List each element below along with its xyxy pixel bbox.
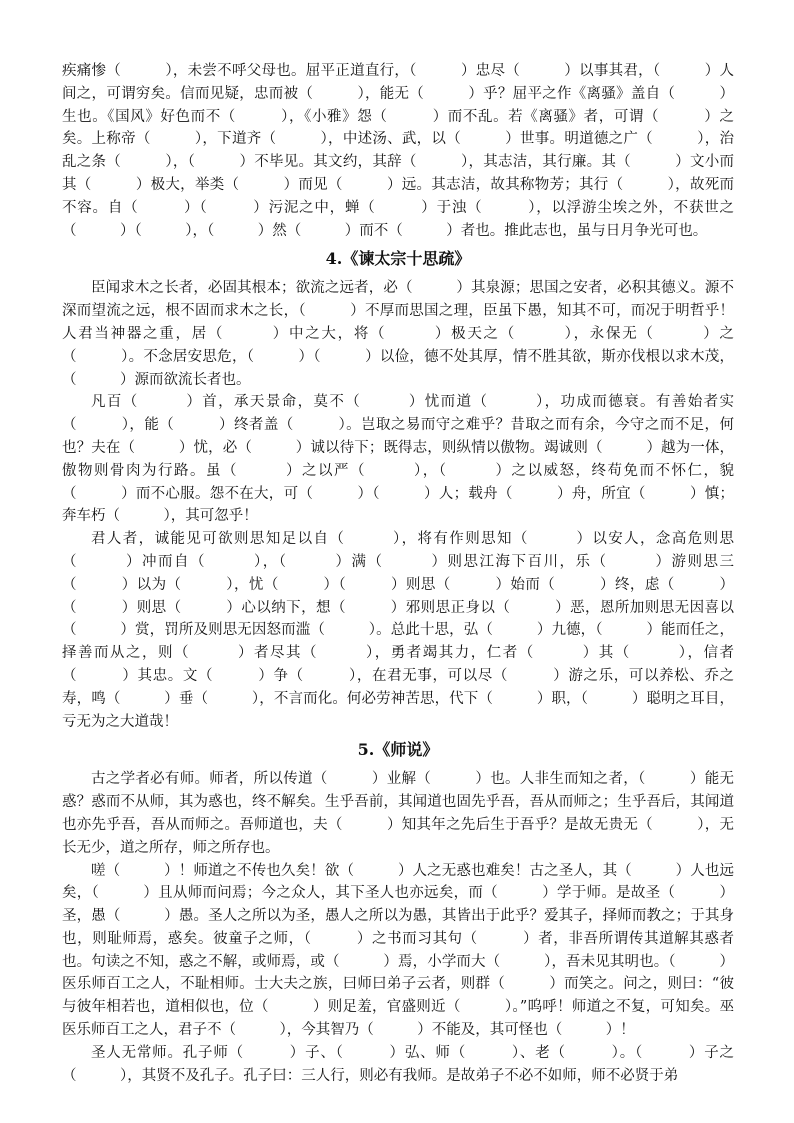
section4-paragraph-2: 凡百（ ）首，承天景命，莫不（ ）忧而道（ ），功成而德衰。有善始者实（ ），能（ ）终者盖（ ）。岂取之易而守之难乎？昔取之而有余，今守之而不足，何也？夫在（ ）忧，必（ ）诚以待下；既得志，则纵情以傲物。竭诚则（ ）越为一体，傲物则骨肉为行路。虽（ ）之以严（ ），（ ）之以威怒，终苟免而不怀仁，貌（ ）而不心服。怨不在大，可（ ）（ ）人；载舟（ ）舟，所宜（ ）慎；奔车朽（ ），其可忽乎！ (62, 394, 734, 525)
document-page (62, 60, 734, 1087)
section4-paragraph-1: 臣闻求木之长者，必固其根本；欲流之远者，必（ ）其泉源；思国之安者，必积其德义。源不深而望流之远，根不固而求木之长，（ ）不厚而思国之理，臣虽下愚，知其不可，而况于明哲乎！人君当神器之重，居（ ）中之大，将（ ）极天之（ ），永保无（ ）之（ ）。不念居安思危，（ ）（ ）以俭，德不处其厚，情不胜其欲，斯亦伐根以求木茂，（ ）源而欲流长者也。 (62, 280, 734, 388)
section5-paragraph-1: 古之学者必有师。师者，所以传道（ ）业解（ ）也。人非生而知之者，（ ）能无惑？惑而不从师，其为惑也，终不解矣。生乎吾前，其闻道也固先乎吾，吾从而师之；生乎吾后，其闻道也亦先乎吾，吾从而师之。吾师道也，夫（ ）知其年之先后生于吾乎？是故无贵无（ ），无长无少，道之所存，师之所存也。 (62, 771, 734, 856)
section5-paragraph-3: 圣人无常师。孔子师（ ）子、（ ）弘、师（ ）、老（ ）。（ ）子之（ ），其贤不及孔子。孔子曰：三人行，则必有我师。是故弟子不必不如师，师不必贤于弟 (62, 1044, 734, 1084)
section1-paragraph: 疾痛惨（ ），未尝不呼父母也。屈平正道直行，（ ）忠尽（ ）以事其君，（ ）人间之，可谓穷矣。信而见疑，忠而被（ ），能无（ ）乎？屈平之作《离骚》盖自（ ）生也。《国风》好色而不（ ），《小雅》怨（ ）而不乱。若《离骚》者，可谓（ ）之矣。上称帝（ ），下道齐（ ），中述汤、武，以（ ）世事。明道德之广（ ），治乱之条（ ），（ ）不毕见。其文约，其辞（ ），其志洁，其行廉。其（ ）文小而其（ ）极大，举类（ ）而见（ ）远。其志洁，故其称物芳；其行（ ），故死而不容。自（ ）（ ）污泥之中，蝉（ ）于浊（ ），以浮游尘埃之外，不获世之（ ）（ ），（ ）然（ ）而不（ ）者也。推此志也，虽与日月争光可也。 (62, 63, 734, 239)
section4-heading: 4.《谏太宗十思疏》 (325, 249, 471, 269)
section5-heading: 5.《师说》 (357, 740, 439, 760)
section5-paragraph-2: 嗟（ ）！师道之不传也久矣！欲（ ）人之无惑也难矣！古之圣人，其（ ）人也远矣，（ ）且从师而问焉；今之众人，其下圣人也亦远矣，而（ ）学于师。是故圣（ ）圣，愚（ ）愚。圣人之所以为圣，愚人之所以为愚，其皆出于此乎？爱其子，择师而教之；于其身也，则耻师焉，惑矣。彼童子之师，（ ）之书而习其句（ ）者，非吾所谓传其道解其惑者也。句读之不知，惑之不解，或师焉，或（ ）焉，小学而大（ ），吾未见其明也。（ ）医乐师百工之人，不耻相师。士大夫之族，曰师曰弟子云者，则群（ ）而笑之。问之，则曰：“彼与彼年相若也，道相似也，位（ ）则足羞，官盛则近（ ）。”呜呼！师道之不复，可知矣。巫医乐师百工之人，君子不（ ），今其智乃（ ）不能及，其可怪也（ ）！ (62, 862, 734, 1039)
section4-paragraph-3: 君人者，诚能见可欲则思知足以自（ ），将有作则思知（ ）以安人，念高危则思（ ）冲而自（ ），（ ）满（ ）则思江海下百川，乐（ ）游则思三（ ）以为（ ），忧（ ）（ ）则思（ ）始而（ ）终，虑（ ）（ ）则思（ ）心以纳下，想（ ）邪则思正身以（ ）恶，恩所加则思无因喜以（ ）赏，罚所及则思无因怒而滥（ ）。总此十思，弘（ ）九德，（ ）能而任之，择善而从之，则（ ）者尽其（ ），勇者竭其力，仁者（ ）其（ ），信者（ ）其忠。文（ ）争（ ），在君无事，可以尽（ ）游之乐，可以养松、乔之寿，鸣（ ）垂（ ），不言而化。何必劳神苦思，代下（ ）职，（ ）聪明之耳目，亏无为之大道哉！ (62, 531, 734, 730)
